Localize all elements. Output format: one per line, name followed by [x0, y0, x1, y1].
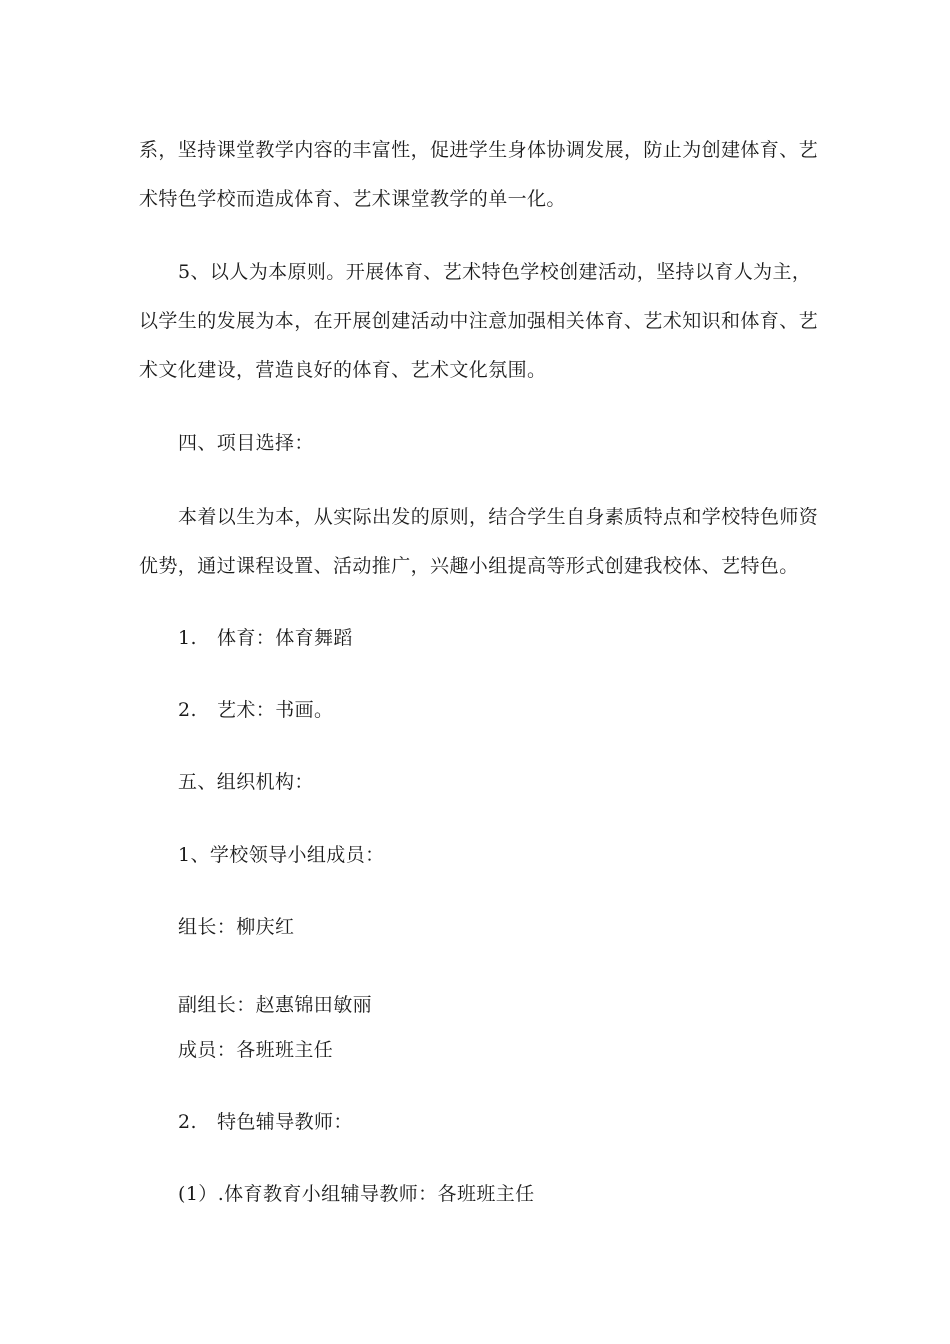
list-item-text: 艺术：书画。 — [217, 699, 334, 721]
list-item-number: 2. — [178, 699, 197, 721]
list-item-text: (1）.体育教育小组辅导教师：各班班主任 — [178, 1183, 535, 1205]
members-line: 成员：各班班主任 — [178, 1039, 334, 1061]
list-item-text: 体育：体育舞蹈 — [217, 627, 353, 649]
paragraph-line: 优势，通过课程设置、活动推广，兴趣小组提高等形式创建我校体、艺特色。 — [139, 555, 799, 577]
list-item-text: 特色辅导教师： — [217, 1111, 353, 1133]
paragraph-line: 术特色学校而造成体育、艺术课堂教学的单一化。 — [139, 188, 566, 210]
paragraph-line: 术文化建设，营造良好的体育、艺术文化氛围。 — [139, 359, 547, 381]
deputy-line: 副组长：赵惠锦田敏丽 — [178, 994, 373, 1016]
list-item-number: 1. — [178, 627, 197, 649]
section-heading: 四、项目选择： — [178, 432, 314, 454]
section-heading: 五、组织机构： — [178, 771, 314, 793]
list-item-number: 2. — [178, 1111, 197, 1133]
paragraph-line: 5、以人为本原则。开展体育、艺术特色学校创建活动，坚持以育人为主， — [178, 261, 812, 283]
paragraph-line: 本着以生为本，从实际出发的原则，结合学生自身素质特点和学校特色师资 — [178, 506, 819, 528]
paragraph-line: 以学生的发展为本，在开展创建活动中注意加强相关体育、艺术知识和体育、艺 — [139, 310, 819, 332]
leader-line: 组长：柳庆红 — [178, 916, 295, 938]
paragraph-line: 系，坚持课堂教学内容的丰富性，促进学生身体协调发展，防止为创建体育、艺 — [139, 139, 819, 161]
subheading: 1、学校领导小组成员： — [178, 844, 385, 866]
